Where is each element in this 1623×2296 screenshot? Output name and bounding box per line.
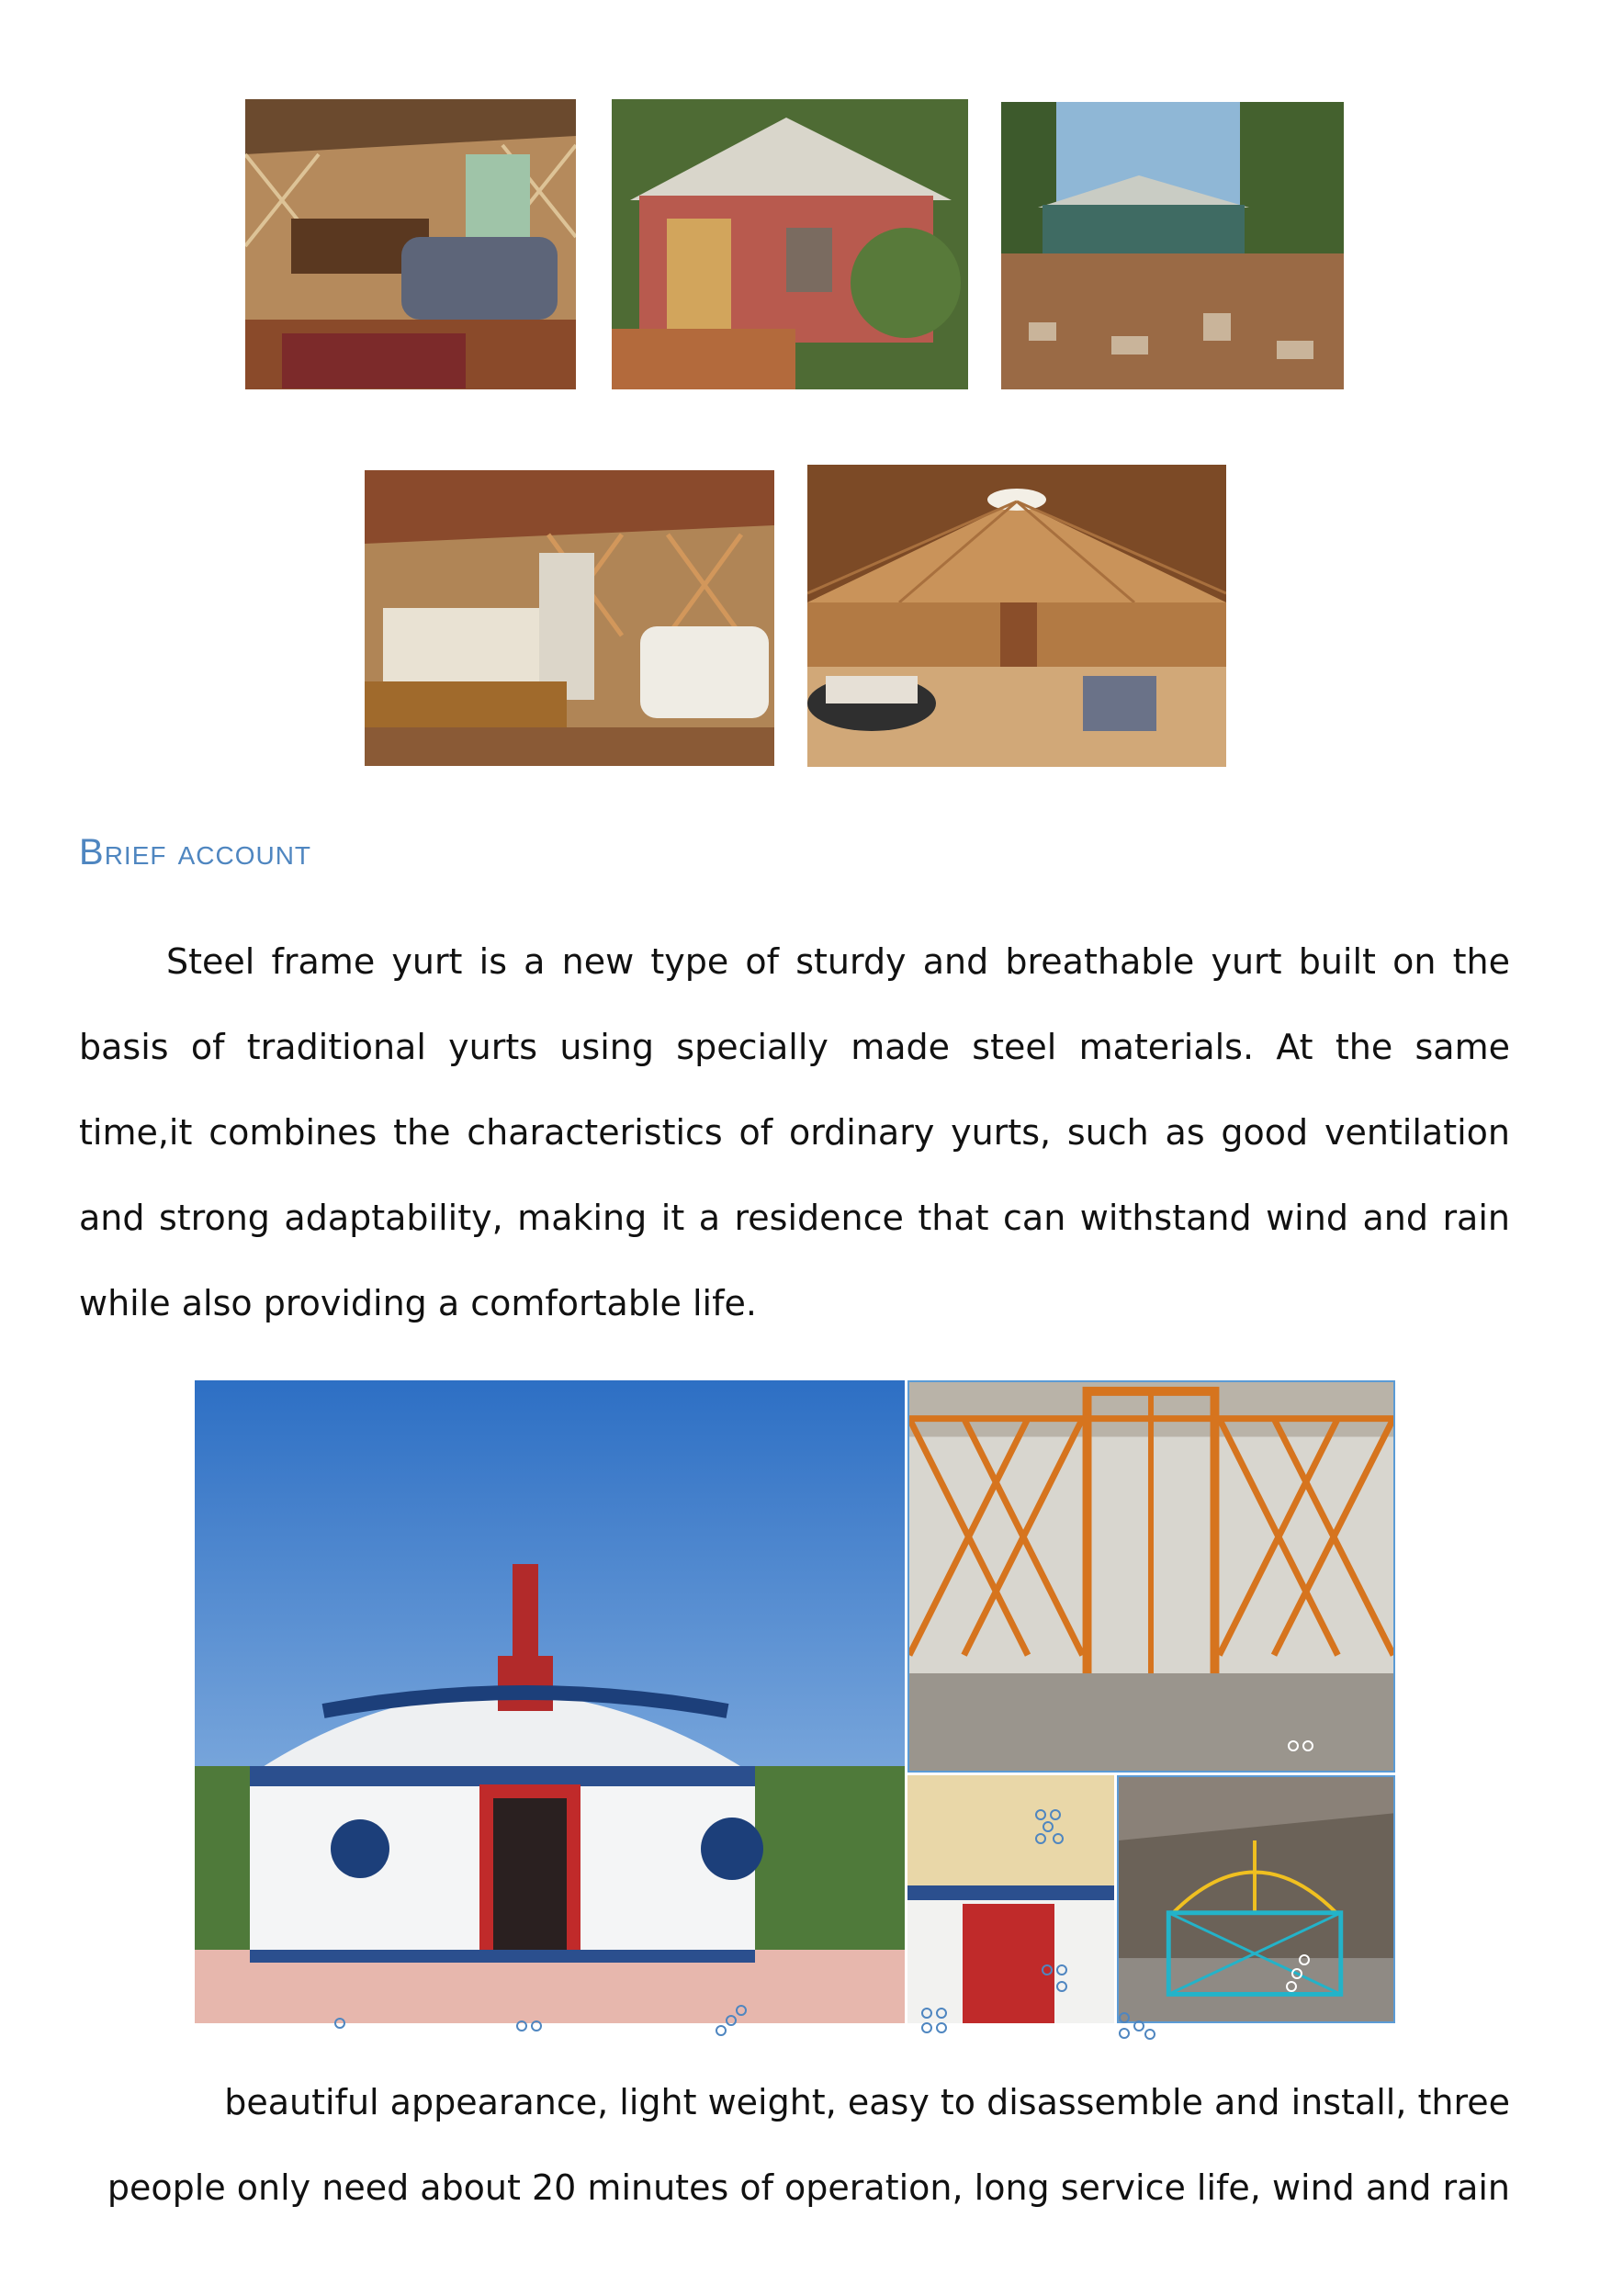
yurt-exterior-forest-photo [1001,102,1344,389]
decorative-dots-1 [332,2016,347,2031]
decorative-dots-9 [1286,1952,1313,1994]
decorative-dots-4 [919,2005,952,2038]
decorative-dots-5 [1116,2009,1158,2043]
blue-steel-frame-warehouse-photo [1117,1775,1395,2023]
yurt-felt-detail-photo [907,1775,1114,2023]
mongolian-yurt-exterior-photo [195,1380,905,2023]
wooden-lattice-frame-photo [907,1380,1395,1773]
decorative-dots-3 [713,2002,750,2039]
decorative-dots-8 [1039,1962,1072,1998]
section-heading: Brief account [79,832,312,872]
closing-paragraph: beautiful appearance, light weight, easy to disassemble and install, three people only need about 20 minutes of operation, long service life, wind and rain [107,2082,1510,2208]
yurt-interior-dining-photo [245,99,576,389]
yurt-exterior-red-photo [612,99,968,389]
decorative-dots-7 [1032,1806,1069,1847]
section-paragraph: Steel frame yurt is a new type of sturdy and breathable yurt built on the basis of traditional yurts using specially made steel materials. At the same time,it combines the characteristics of ordinary yurts, such as good ventilation and strong adaptability, making it a residence that can withstand wind and rain while also providing a comfortable life. [79,941,1510,1323]
decorative-dots-6 [1286,1739,1317,1753]
decorative-dots-2 [514,2019,546,2033]
yurt-interior-kitchen-photo [807,465,1226,767]
yurt-interior-bedroom-photo [365,470,774,766]
